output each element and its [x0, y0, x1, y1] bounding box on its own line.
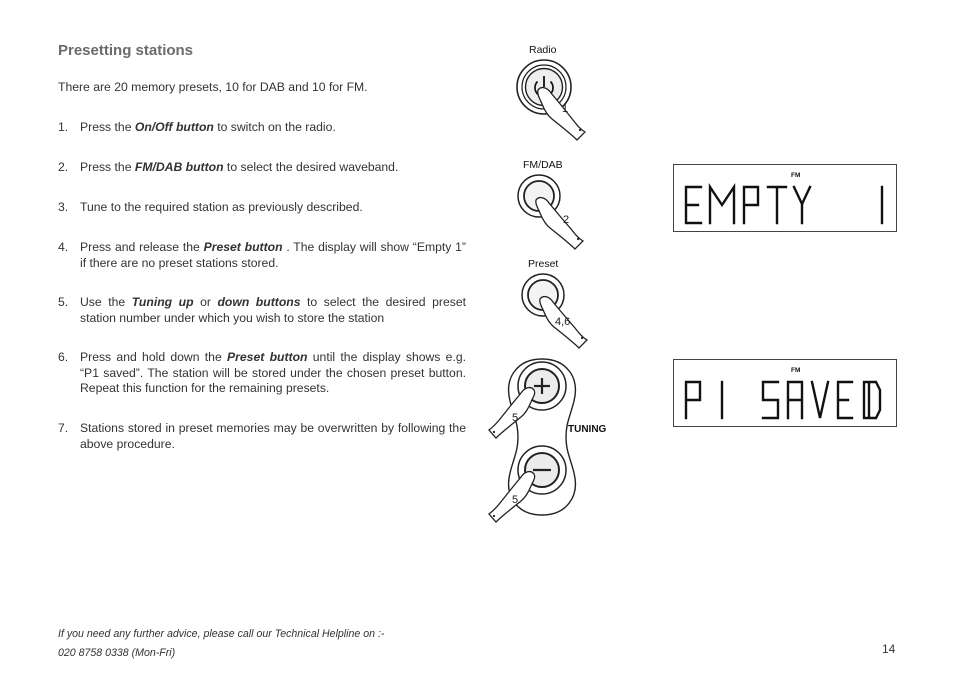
keyword: down buttons — [217, 295, 301, 309]
step-5 — [58, 295, 466, 326]
step-text: Press the FM/DAB button to select the desired waveband. — [80, 160, 399, 174]
step-number: 2. — [58, 160, 69, 174]
step-3 — [58, 200, 466, 216]
page-number: 14 — [882, 642, 896, 656]
step-number: 5. — [58, 295, 69, 309]
step-text: Stations stored in preset memories may be overwritten by following the above procedure. — [80, 421, 466, 451]
helpline-note: If you need any further advice, please call our Technical Helpline on :- — [58, 628, 385, 640]
fmdab-button-illustration — [500, 174, 600, 252]
pointing-hand-icon — [536, 198, 583, 249]
step-number: 6. — [58, 350, 69, 364]
band-indicator: FM — [791, 172, 801, 179]
step-1 — [58, 120, 466, 136]
keyword: On/Off button — [134, 120, 214, 134]
step-6 — [58, 350, 466, 397]
step-text: Press the On/Off button to switch on the radio. — [80, 120, 336, 134]
step-4 — [58, 240, 466, 271]
step-callout: 1 — [562, 103, 569, 115]
step-number: 7. — [58, 421, 69, 435]
step-text: Press and hold down the Preset button until the display shows e.g. “P1 saved”. The station will be stored under the chosen preset button. Repeat this function for the remaining presets. — [80, 350, 467, 395]
step-2 — [58, 160, 466, 176]
step-callout: 5 — [512, 412, 519, 424]
lcd-display-saved — [673, 359, 897, 427]
preset-button-illustration — [500, 273, 600, 351]
tuning-label: TUNING — [568, 424, 607, 435]
fmdab-label: FM/DAB — [523, 159, 563, 171]
step-text: Use the Tuning up or down buttons to select the desired preset station number under which you wish to store the station — [80, 295, 466, 325]
intro-text: There are 20 memory presets, 10 for DAB and 10 for FM. — [58, 80, 368, 94]
step-callout: 5 — [512, 494, 519, 506]
step-number: 3. — [58, 200, 69, 214]
keyword: FM/DAB button — [134, 160, 224, 174]
radio-label: Radio — [529, 44, 557, 56]
step-7 — [58, 421, 466, 452]
lcd-segment-text — [674, 360, 896, 426]
keyword: Preset button — [203, 240, 283, 254]
step-number: 1. — [58, 120, 69, 134]
radio-power-button-illustration — [490, 60, 600, 142]
section-heading: Presetting stations — [58, 42, 194, 59]
step-text: Tune to the required station as previously described. — [80, 200, 363, 214]
keyword: Tuning up — [131, 295, 194, 309]
helpline-number: 020 8758 0338 (Mon-Fri) — [58, 647, 176, 659]
lcd-display-empty — [673, 164, 897, 232]
keyword: Preset button — [227, 350, 308, 364]
step-callout: 2 — [563, 214, 570, 226]
step-number: 4. — [58, 240, 69, 254]
tuning-buttons-illustration — [486, 357, 606, 532]
step-callout: 4,6 — [555, 316, 571, 328]
band-indicator: FM — [791, 367, 801, 374]
lcd-segment-text — [674, 165, 896, 231]
preset-label: Preset — [528, 258, 559, 270]
step-text: Press and release the Preset button . The display will show “Empty 1” if there are no preset stations stored. — [80, 240, 466, 270]
